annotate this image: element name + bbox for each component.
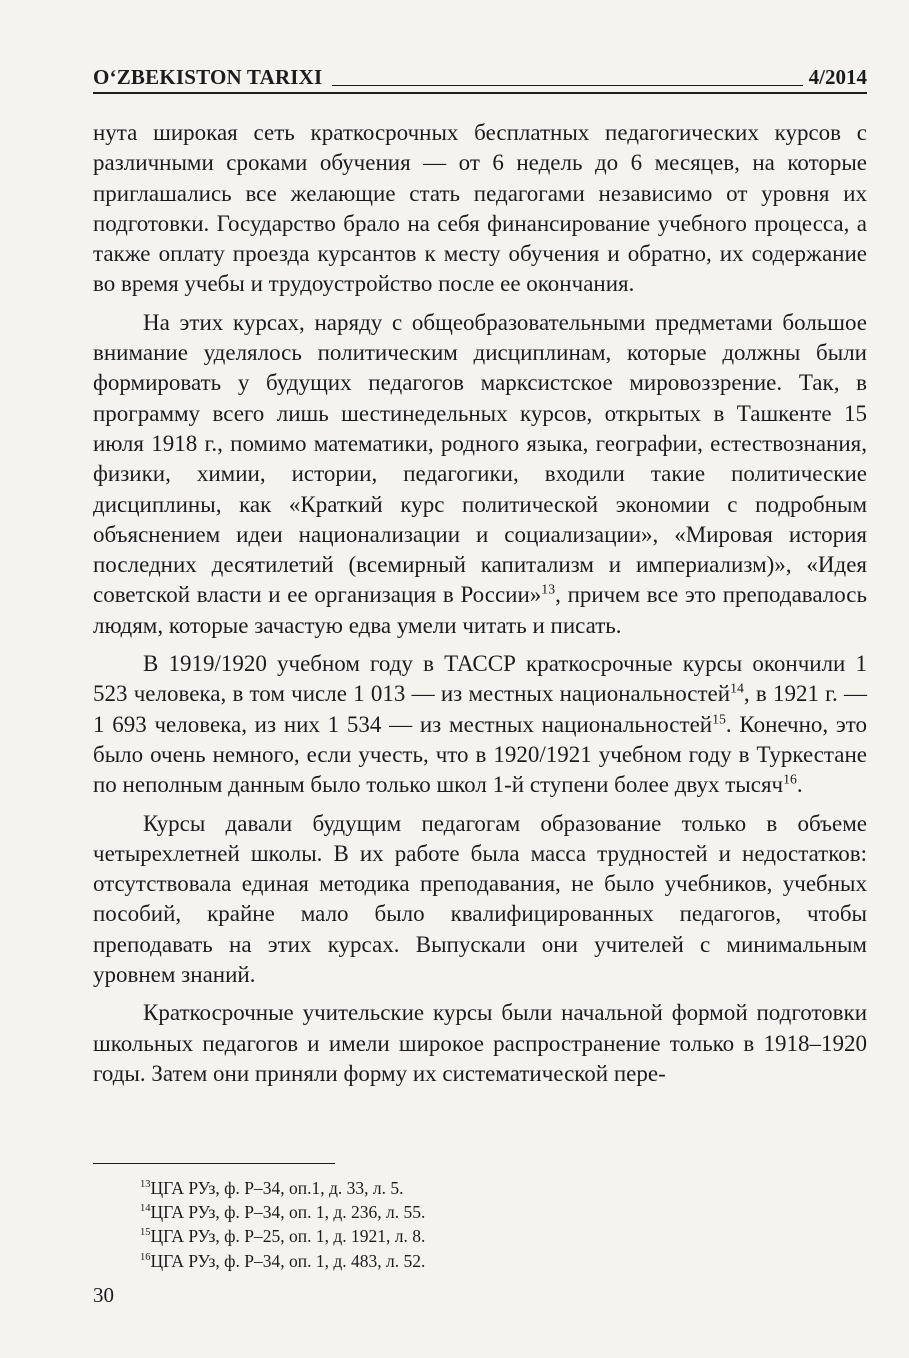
footnote-item (140, 1176, 840, 1200)
footnote-separator (93, 1163, 335, 1164)
issue-number: 4/2014 (808, 65, 867, 89)
footnote-text: ЦГА РУз, ф. Р–34, оп. 1, д. 483, л. 52. (150, 1250, 426, 1271)
header-leader-rule (332, 85, 802, 86)
paragraph (93, 998, 867, 1089)
footnote-ref[interactable]: 14 (730, 680, 744, 696)
footnote-text: ЦГА РУз, ф. Р–34, оп. 1, д. 236, л. 55. (150, 1202, 426, 1223)
footnote-ref[interactable]: 16 (783, 771, 797, 787)
footnote-item (140, 1200, 840, 1224)
footnote-ref[interactable]: 13 (541, 581, 556, 597)
footnote-item (140, 1224, 840, 1248)
footnote-ref[interactable]: 15 (712, 710, 726, 726)
paragraph-text: На этих курсах, наряду с общеобразовательными предметами большое внимание уделялось политическим дисциплинам, которые должны были формировать у будущих педагогов марксистское мировоззрение. Так, в программу всего лишь шестинедельных курсов, открытых в Ташкенте 15 июля 1918 г., помимо математики, родного языка, географии, естествознания, физики, химии, истории, педагогики, входили такие политические дисциплины, как «Краткий курс политической экономии с подробным объяснением идеи национализации и социализации», «Мировая история последних десятилетий (всемирный капитализм и империализм)», «Идея советской власти и ее организация в России» (93, 309, 867, 608)
footnote-number: 16 (140, 1251, 151, 1263)
footnote-number: 14 (140, 1203, 151, 1215)
footnote-number: 15 (140, 1227, 151, 1239)
paragraph (93, 118, 867, 300)
paragraph-text: Краткосрочные учительские курсы были начальной формой подготовки школьных педагогов и имели широкое распространение только в 1918–1920 годы. Затем они приняли форму их систематической пере- (93, 1000, 867, 1086)
running-header (93, 58, 867, 88)
article-body (93, 118, 867, 1097)
paragraph-text: В 1919/1920 учебном году в ТАССР краткосрочные курсы окончили 1 523 человека, в том числе 1 013 — из местных национальностей (93, 651, 867, 707)
paragraph-text: . Конечно, это было очень немного, если учесть, что в 1920/1921 учебном году в Туркестане по неполным данным было только школ 1-й ступени более двух тысяч (93, 711, 867, 798)
footnote-item (140, 1249, 840, 1273)
journal-title: O‘ZBEKISTON TARIXI (93, 65, 323, 89)
paragraph-text: , в 1921 г. — 1 693 человека, из них 1 534 — из местных национальностей (93, 681, 868, 737)
footnote-text: ЦГА РУз, ф. Р–25, оп. 1, д. 1921, л. 8. (150, 1226, 426, 1247)
paragraph-text: нута широкая сеть краткосрочных бесплатных педагогических курсов с различными сроками обучения — от 6 недель до 6 месяцев, на которые приглашались все желающие стать педагогами независимо от уровня их подготовки. Государство брало на себя финансирование учебного процесса, а также оплату проезда курсантов к месту обучения и обратно, их содержание во время учебы и трудоустройство после ее окончания. (93, 120, 867, 297)
paragraph-text: . (796, 772, 803, 798)
footnote-text: ЦГА РУз, ф. Р–34, оп.1, д. 33, л. 5. (150, 1178, 404, 1198)
paragraph-text: Курсы давали будущим педагогам образование только в объеме четырехлетней школы. В их работе была масса трудностей и недостатков: отсутствовала единая методика преподавания, не было учебников, учебных пособий, крайне мало было квалифицированных педагогов, чтобы преподавать на этих курсах. Выпускали они учителей с минимальным уровнем знаний. (93, 810, 867, 988)
header-underline (93, 92, 867, 94)
paragraph-text: , причем все это преподавалось людям, которые зачастую едва умели читать и писать. (93, 582, 867, 638)
footnote-number: 13 (140, 1179, 151, 1191)
paragraph (93, 649, 867, 800)
page-number: 30 (93, 1283, 114, 1307)
paragraph (93, 308, 867, 641)
footnotes (140, 1176, 840, 1273)
paragraph (93, 809, 867, 991)
